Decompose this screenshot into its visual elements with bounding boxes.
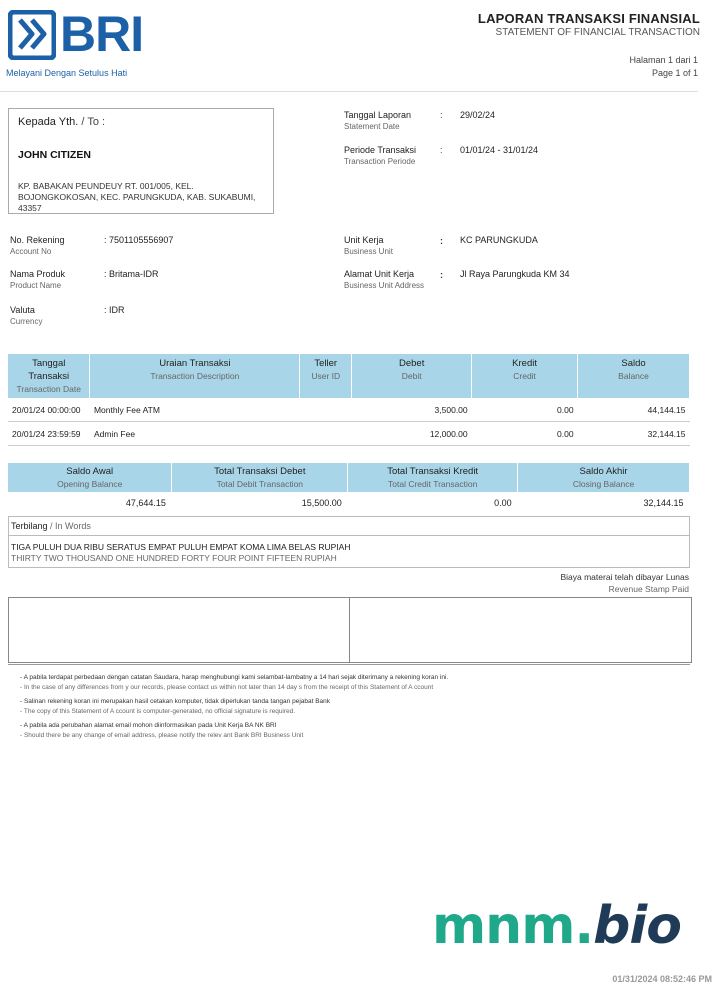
in-words-label [9, 517, 689, 536]
account-number-label-id: No. Rekening [10, 235, 65, 245]
brand-name: BRI [60, 6, 144, 62]
transaction-table-header [8, 354, 690, 398]
revenue-stamp-en: Revenue Stamp Paid [608, 584, 689, 594]
col-header-teller-en: User ID [311, 371, 341, 381]
recipient-box [8, 108, 274, 214]
colon: : [440, 270, 443, 280]
col-header-balance [578, 354, 690, 398]
recipient-label-id: Kepada Yth. [18, 116, 79, 128]
currency-label [10, 305, 42, 327]
cell-teller [300, 422, 352, 446]
summary-header-closing-id: Saldo Akhir [579, 466, 628, 477]
colon: : [440, 236, 443, 246]
statement-date-label [344, 110, 411, 132]
cell-balance: 44,144.15 [578, 398, 690, 422]
col-header-balance-id: Saldo [621, 358, 646, 369]
summary-header-opening-id: Saldo Awal [66, 466, 114, 477]
cell-teller [300, 398, 352, 422]
product-label [10, 269, 65, 291]
cell-credit: 0.00 [472, 422, 578, 446]
summary-header-opening [8, 463, 172, 492]
summary-table [8, 463, 690, 514]
col-header-credit-en: Credit [513, 371, 536, 381]
notes [20, 673, 448, 745]
business-unit-value: KC PARUNGKUDA [460, 235, 538, 245]
summary-header-total-credit [348, 463, 518, 492]
note-en: - The copy of this Statement of A ccount is computer-generated, no official signature is required. [20, 707, 296, 715]
watermark [432, 896, 681, 956]
account-number-value: : 7501105556907 [104, 235, 174, 245]
title-en: STATEMENT OF FINANCIAL TRANSACTION [495, 27, 700, 38]
total-credit-value: 0.00 [494, 498, 512, 508]
period-label [344, 145, 416, 167]
cell-balance: 32,144.15 [578, 422, 690, 446]
business-unit-address-label-id: Alamat Unit Kerja [344, 269, 415, 279]
col-header-credit [472, 354, 578, 398]
summary-header-total-credit-en: Total Credit Transaction [388, 479, 478, 489]
page-number [629, 54, 698, 80]
business-unit-address-label [344, 269, 424, 291]
closing-balance-value: 32,144.15 [643, 498, 684, 508]
period-label-en: Transaction Periode [344, 157, 416, 166]
notes-divider [8, 664, 690, 665]
revenue-stamp-id: Biaya materai telah dibayar Lunas [560, 572, 689, 582]
col-header-date-id: Tanggal Transaksi [28, 358, 70, 382]
summary-header-total-debit [172, 463, 348, 492]
in-words-box [8, 516, 690, 568]
col-header-teller [300, 354, 352, 398]
col-header-debit-en: Debit [401, 371, 422, 381]
signature-divider [349, 598, 350, 662]
account-number-label-en: Account No [10, 247, 52, 256]
summary-header-total-debit-en: Total Debit Transaction [216, 479, 304, 489]
signature-area [8, 597, 692, 663]
brand-tagline: Melayani Dengan Setulus Hati [6, 68, 128, 78]
summary-header-opening-en: Opening Balance [57, 479, 123, 489]
header-divider [0, 91, 698, 92]
transaction-table [8, 354, 690, 446]
col-header-teller-id: Teller [314, 358, 338, 369]
recipient-name: JOHN CITIZEN [18, 149, 91, 161]
summary-row [8, 492, 690, 514]
business-unit-address-label-en: Business Unit Address [344, 281, 425, 290]
cell-description: Admin Fee [90, 422, 300, 446]
product-name: Britama-IDR [109, 269, 159, 279]
col-header-debit [352, 354, 472, 398]
note-en: - In the case of any differences from y our records, please contact us within not later than 14 day s from the receipt of this Statement of A ccount [20, 683, 434, 691]
print-timestamp: 01/31/2024 08:52:46 PM [612, 974, 712, 984]
recipient-address: KP. BABAKAN PEUNDEUY RT. 001/005, KEL. BOJONGKOKOSAN, KEC. PARUNGKUDA, KAB. SUKABUMI, 43357 [18, 181, 256, 213]
period-value: 01/01/24 - 31/01/24 [460, 145, 539, 155]
statement-date-value: 29/02/24 [460, 110, 496, 120]
watermark-part1: mnm. [432, 896, 594, 956]
opening-balance-value: 47,644.15 [125, 498, 166, 508]
table-row [8, 398, 690, 422]
product-label-id: Nama Produk [10, 269, 66, 279]
col-header-date-en: Transaction Date [16, 384, 81, 394]
note-item [20, 697, 448, 716]
summary-header-total-debit-id: Total Transaksi Debet [214, 466, 306, 477]
account-number: 7501105556907 [109, 235, 174, 245]
note-id: - A pabila ada perubahan alamat email mohon diinformasikan pada Unit Kerja BA NK BRI [20, 722, 277, 729]
business-unit-label-id: Unit Kerja [344, 235, 384, 245]
total-debit-value: 15,500.00 [301, 498, 342, 508]
colon: : [440, 110, 443, 120]
note-en: - Should there be any change of email address, please notify the relev ant Bank BRI Business Unit [20, 731, 304, 739]
col-header-debit-id: Debet [399, 358, 425, 369]
in-words-text-en: THIRTY TWO THOUSAND ONE HUNDRED FORTY FOUR POINT FIFTEEN RUPIAH [11, 553, 337, 563]
statement-date-label-id: Tanggal Laporan [344, 110, 412, 120]
in-words-label-en: / In Words [50, 521, 91, 531]
note-id: - A pabila terdapat perbedaan dengan catatan Saudara, harap menghubungi kami selambat-lambatny a 14 hari sejak diterimany a rekening koran ini. [20, 674, 449, 681]
currency-label-id: Valuta [10, 305, 35, 315]
product-value: : Britama-IDR [104, 269, 159, 279]
summary-header-total-credit-id: Total Transaksi Kredit [387, 466, 479, 477]
cell-debit: 12,000.00 [352, 422, 472, 446]
col-header-description [90, 354, 300, 398]
cell-date: 20/01/24 00:00:00 [8, 398, 90, 422]
cell-credit: 0.00 [472, 398, 578, 422]
currency-label-en: Currency [10, 317, 43, 326]
watermark-part2: bio [593, 896, 681, 956]
in-words-label-id: Terbilang [11, 521, 48, 531]
table-row [8, 422, 690, 446]
col-header-date [8, 354, 90, 398]
revenue-stamp-note [560, 571, 689, 595]
business-unit-label [344, 235, 393, 257]
note-item [20, 673, 448, 692]
product-label-en: Product Name [10, 281, 62, 290]
page-number-en: Page 1 of 1 [651, 68, 698, 78]
cell-debit: 3,500.00 [352, 398, 472, 422]
account-number-label [10, 235, 65, 257]
summary-header [8, 463, 690, 492]
recipient-label [18, 116, 105, 128]
title-id: LAPORAN TRANSAKSI FINANSIAL [477, 11, 700, 26]
bri-logo-icon [8, 10, 56, 60]
currency: IDR [109, 305, 125, 315]
document-title [478, 11, 700, 38]
summary-header-closing-en: Closing Balance [572, 479, 635, 489]
note-item [20, 721, 448, 740]
summary-header-closing [518, 463, 690, 492]
currency-value: : IDR [104, 305, 125, 315]
period-label-id: Periode Transaksi [344, 145, 417, 155]
cell-date: 20/01/24 23:59:59 [8, 422, 90, 446]
col-header-balance-en: Balance [618, 371, 649, 381]
colon: : [440, 145, 443, 155]
cell-description: Monthly Fee ATM [90, 398, 300, 422]
col-header-credit-id: Kredit [512, 358, 537, 369]
col-header-description-id: Uraian Transaksi [159, 358, 231, 369]
business-unit-address-value: Jl Raya Parungkuda KM 34 [460, 269, 570, 279]
business-unit-label-en: Business Unit [344, 247, 393, 256]
note-id: - Salinan rekening koran ini merupakan hasil cetakan komputer, tidak diperlukan tanda tangan pejabat Bank [20, 698, 331, 705]
page-number-id: Halaman 1 dari 1 [629, 55, 698, 65]
in-words-text-id: TIGA PULUH DUA RIBU SERATUS EMPAT PULUH EMPAT KOMA LIMA BELAS RUPIAH [11, 542, 351, 552]
recipient-label-en: / To : [81, 116, 106, 128]
statement-date-label-en: Statement Date [344, 122, 400, 131]
col-header-description-en: Transaction Description [150, 371, 240, 381]
